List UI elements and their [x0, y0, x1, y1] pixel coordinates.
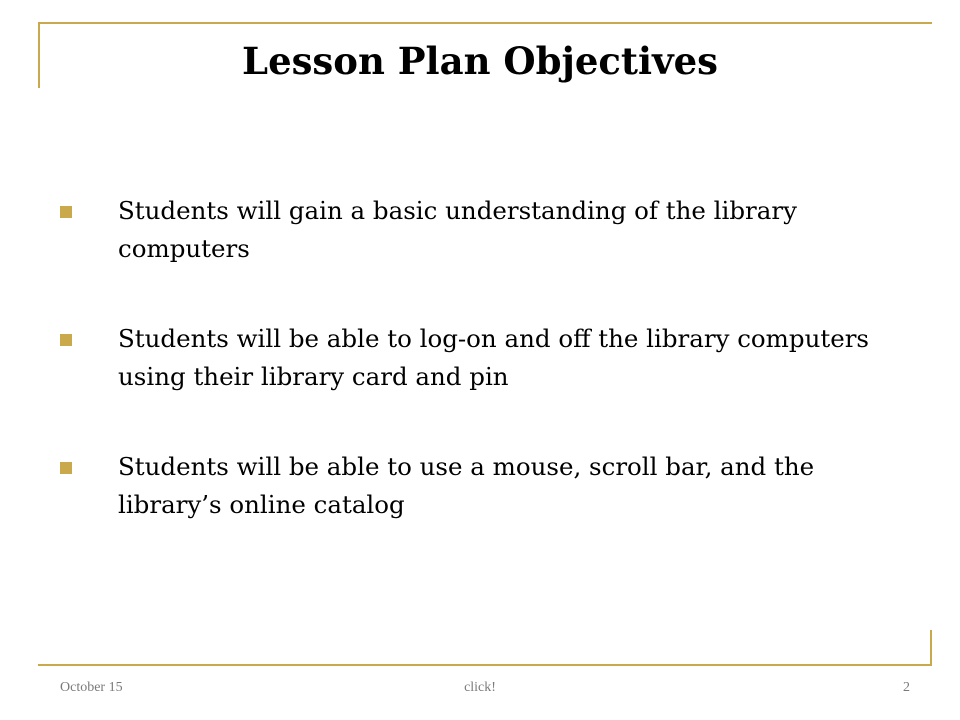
- slide-title: Lesson Plan Objectives: [242, 39, 718, 83]
- bullet-text: Students will gain a basic understanding of the library computers: [118, 196, 797, 263]
- bullet-item: [60, 448, 920, 524]
- square-bullet-icon: [60, 462, 72, 474]
- frame-top-line: [38, 22, 932, 24]
- bullet-text: Students will be able to use a mouse, scroll bar, and the library’s online catalog: [118, 452, 815, 519]
- bullet-item: [60, 320, 920, 396]
- square-bullet-icon: [60, 334, 72, 346]
- footer-page-number: 2: [903, 680, 910, 695]
- bullet-list: [60, 192, 920, 576]
- footer-center-text: click!: [464, 680, 496, 695]
- bullet-item: [60, 192, 920, 268]
- bullet-text: Students will be able to log-on and off the library computers using their library card and pin: [118, 324, 869, 391]
- square-bullet-icon: [60, 206, 72, 218]
- footer-divider: [38, 664, 932, 666]
- frame-right-tick: [930, 630, 932, 664]
- footer-date: October 15: [60, 680, 123, 695]
